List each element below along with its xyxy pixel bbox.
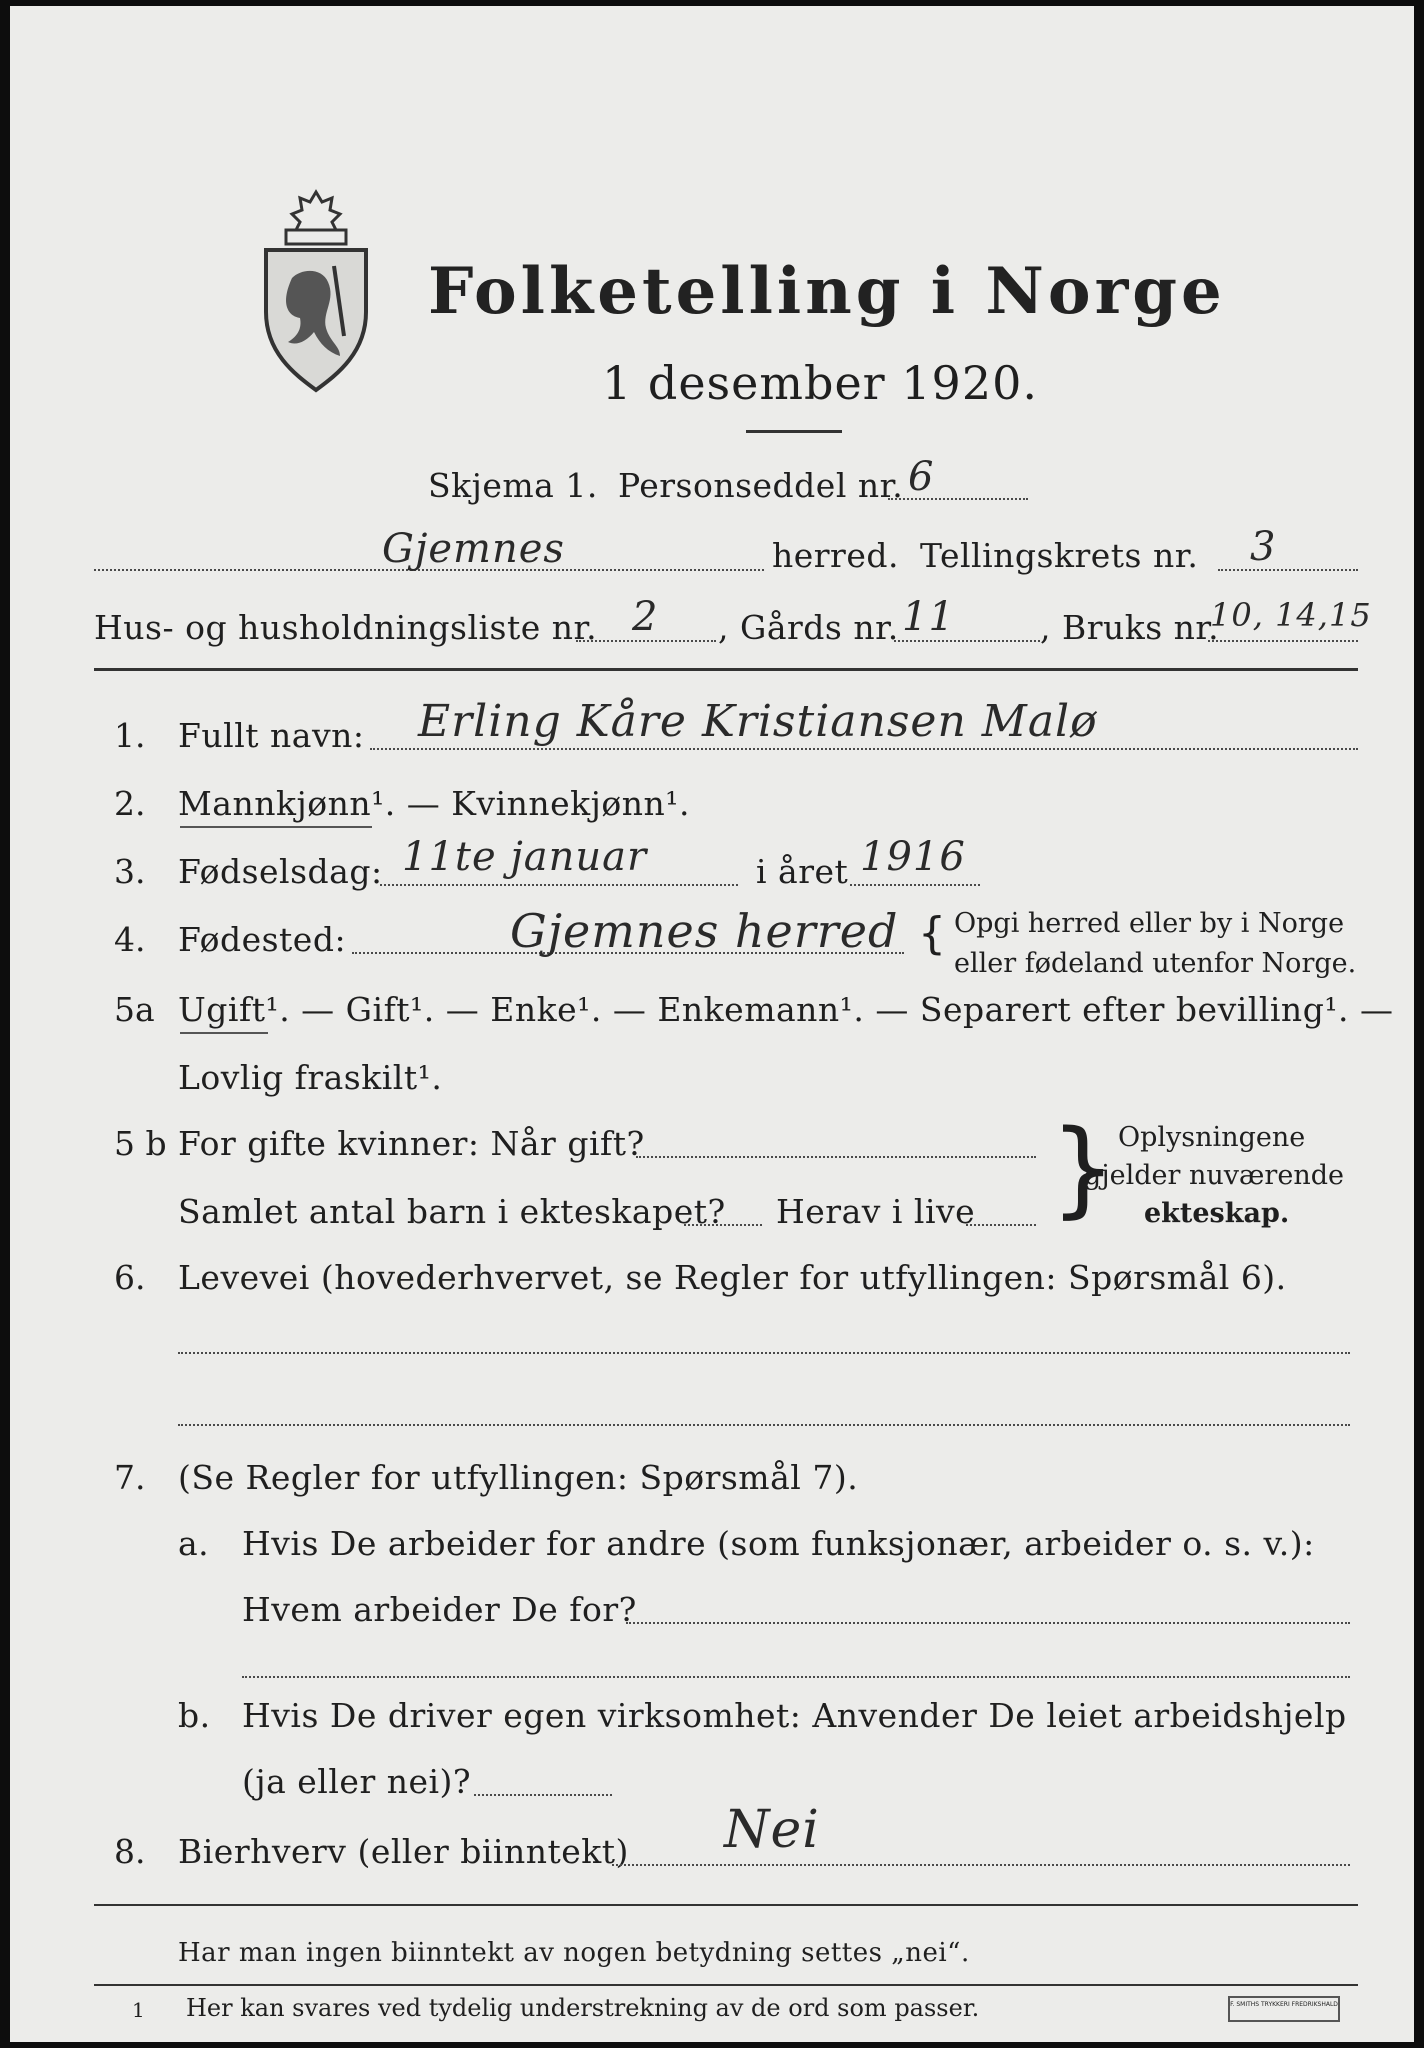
q3-year-value: 1916 [860, 834, 966, 880]
header-divider [94, 668, 1358, 671]
form-date: 1 desember 1920. [602, 356, 1038, 410]
q6-line-2 [178, 1424, 1350, 1426]
q5b-note-1: Oplysningene [1118, 1122, 1306, 1153]
q7-number: 7. [114, 1458, 146, 1497]
q7b-text: Hvis De driver egen virksomhet: Anvender De leiet arbeidshjelp [242, 1696, 1347, 1735]
q5b-children-line [684, 1224, 762, 1226]
q7b-letter: b. [178, 1696, 211, 1735]
q4-note-1: Opgi herred eller by i Norge [954, 908, 1345, 939]
footer-divider [94, 1904, 1358, 1906]
tellingskrets-value: 3 [1250, 524, 1277, 570]
personseddel-value: 6 [908, 454, 935, 500]
q5b-note-3: ekteskap. [1144, 1198, 1290, 1229]
form-title: Folketelling i Norge [428, 254, 1226, 329]
printer-stamp-text: F. SMITHS TRYKKERI FREDRIKSHALD [1230, 2001, 1338, 2008]
coat-of-arms-icon [252, 186, 380, 396]
q7a-text: Hvis De arbeider for andre (som funksjonær, arbeider o. s. v.): [242, 1524, 1315, 1563]
footnote-mark: 1 [132, 1998, 145, 2022]
q8-value: Nei [724, 1800, 820, 1860]
footer-note: Har man ingen biinntekt av nogen betydning settes „nei“. [178, 1938, 970, 1968]
q1-value: Erling Kåre Kristiansen Malø [418, 696, 1098, 747]
q4-value: Gjemnes herred [510, 904, 899, 958]
printer-stamp [1228, 1996, 1340, 2022]
q5a-underline [180, 1032, 268, 1034]
q3-year-label: i året [756, 852, 849, 891]
bruks-line [1208, 640, 1358, 642]
q3-number: 3. [114, 852, 146, 891]
hus-label: Hus- og husholdningsliste nr. [94, 608, 598, 647]
q1-number: 1. [114, 716, 146, 755]
q5b-brace: } [1050, 1107, 1117, 1229]
q7b-line [474, 1794, 612, 1796]
hus-value: 2 [632, 594, 659, 640]
q4-label: Fødested: [178, 920, 347, 959]
title-divider [746, 430, 842, 433]
q7-label: (Se Regler for utfyllingen: Spørsmål 7). [178, 1458, 859, 1497]
q5b-children-label: Samlet antal barn i ekteskapet? [178, 1192, 726, 1231]
q8-line [612, 1864, 1350, 1866]
q7b-question: (ja eller nei)? [242, 1762, 472, 1801]
q5b-line1: For gifte kvinner: Når gift? [178, 1124, 645, 1163]
q3-value: 11te januar [402, 834, 648, 880]
q3-day-line [380, 884, 738, 886]
q7a-line-1 [626, 1622, 1350, 1624]
q5b-note-2: gjelder nuværende [1084, 1160, 1344, 1191]
q1-line [370, 748, 1358, 750]
census-form [10, 6, 1414, 2042]
bruks-value: 10, 14,15 [1210, 596, 1372, 634]
q6-number: 6. [114, 1258, 146, 1297]
tellingskrets-label: Tellingskrets nr. [920, 536, 1199, 575]
personseddel-label: Personseddel nr. [618, 466, 904, 505]
q7a-question: Hvem arbeider De for? [242, 1590, 637, 1629]
gards-value: 11 [902, 594, 955, 640]
herred-value: Gjemnes [382, 526, 565, 572]
hus-line [576, 640, 716, 642]
bruks-label: , Bruks nr. [1040, 608, 1220, 647]
q8-number: 8. [114, 1832, 146, 1871]
gards-line [894, 640, 1040, 642]
q6-label: Levevei (hovederhvervet, se Regler for utfyllingen: Spørsmål 6). [178, 1258, 1287, 1297]
q4-brace: { [918, 908, 946, 959]
footnote-text: Her kan svares ved tydelig understrekning av de ord som passer. [186, 1994, 980, 2022]
q5a-options: Ugift¹. — Gift¹. — Enke¹. — Enkemann¹. — Separert efter bevilling¹. — [178, 990, 1394, 1029]
q8-label: Bierhverv (eller biinntekt) [178, 1832, 629, 1871]
gards-label: , Gårds nr. [718, 608, 899, 647]
q3-year-line [850, 884, 980, 886]
q5b-alive-label: Herav i live [776, 1192, 976, 1231]
q5b-number: 5 b [114, 1124, 167, 1163]
q5b-alive-line [966, 1224, 1036, 1226]
q4-number: 4. [114, 920, 146, 959]
q6-line-1 [178, 1352, 1350, 1354]
footnote-divider [94, 1984, 1358, 1986]
q3-label: Fødselsdag: [178, 852, 383, 891]
q2-number: 2. [114, 784, 146, 823]
q7a-line-2 [242, 1676, 1350, 1678]
skjema-label: Skjema 1. [428, 466, 598, 505]
q5a-options-2: Lovlig fraskilt¹. [178, 1058, 443, 1097]
q7a-letter: a. [178, 1524, 210, 1563]
tellingskrets-line [1218, 569, 1358, 571]
q2-label: Mannkjønn¹. — Kvinnekjønn¹. [178, 784, 690, 823]
herred-label: herred. [772, 536, 899, 575]
q5a-number: 5a [114, 990, 155, 1029]
q1-label: Fullt navn: [178, 716, 365, 755]
q2-underline [180, 826, 372, 828]
q4-note-2: eller fødeland utenfor Norge. [954, 948, 1357, 979]
q5b-married-line [636, 1156, 1036, 1158]
